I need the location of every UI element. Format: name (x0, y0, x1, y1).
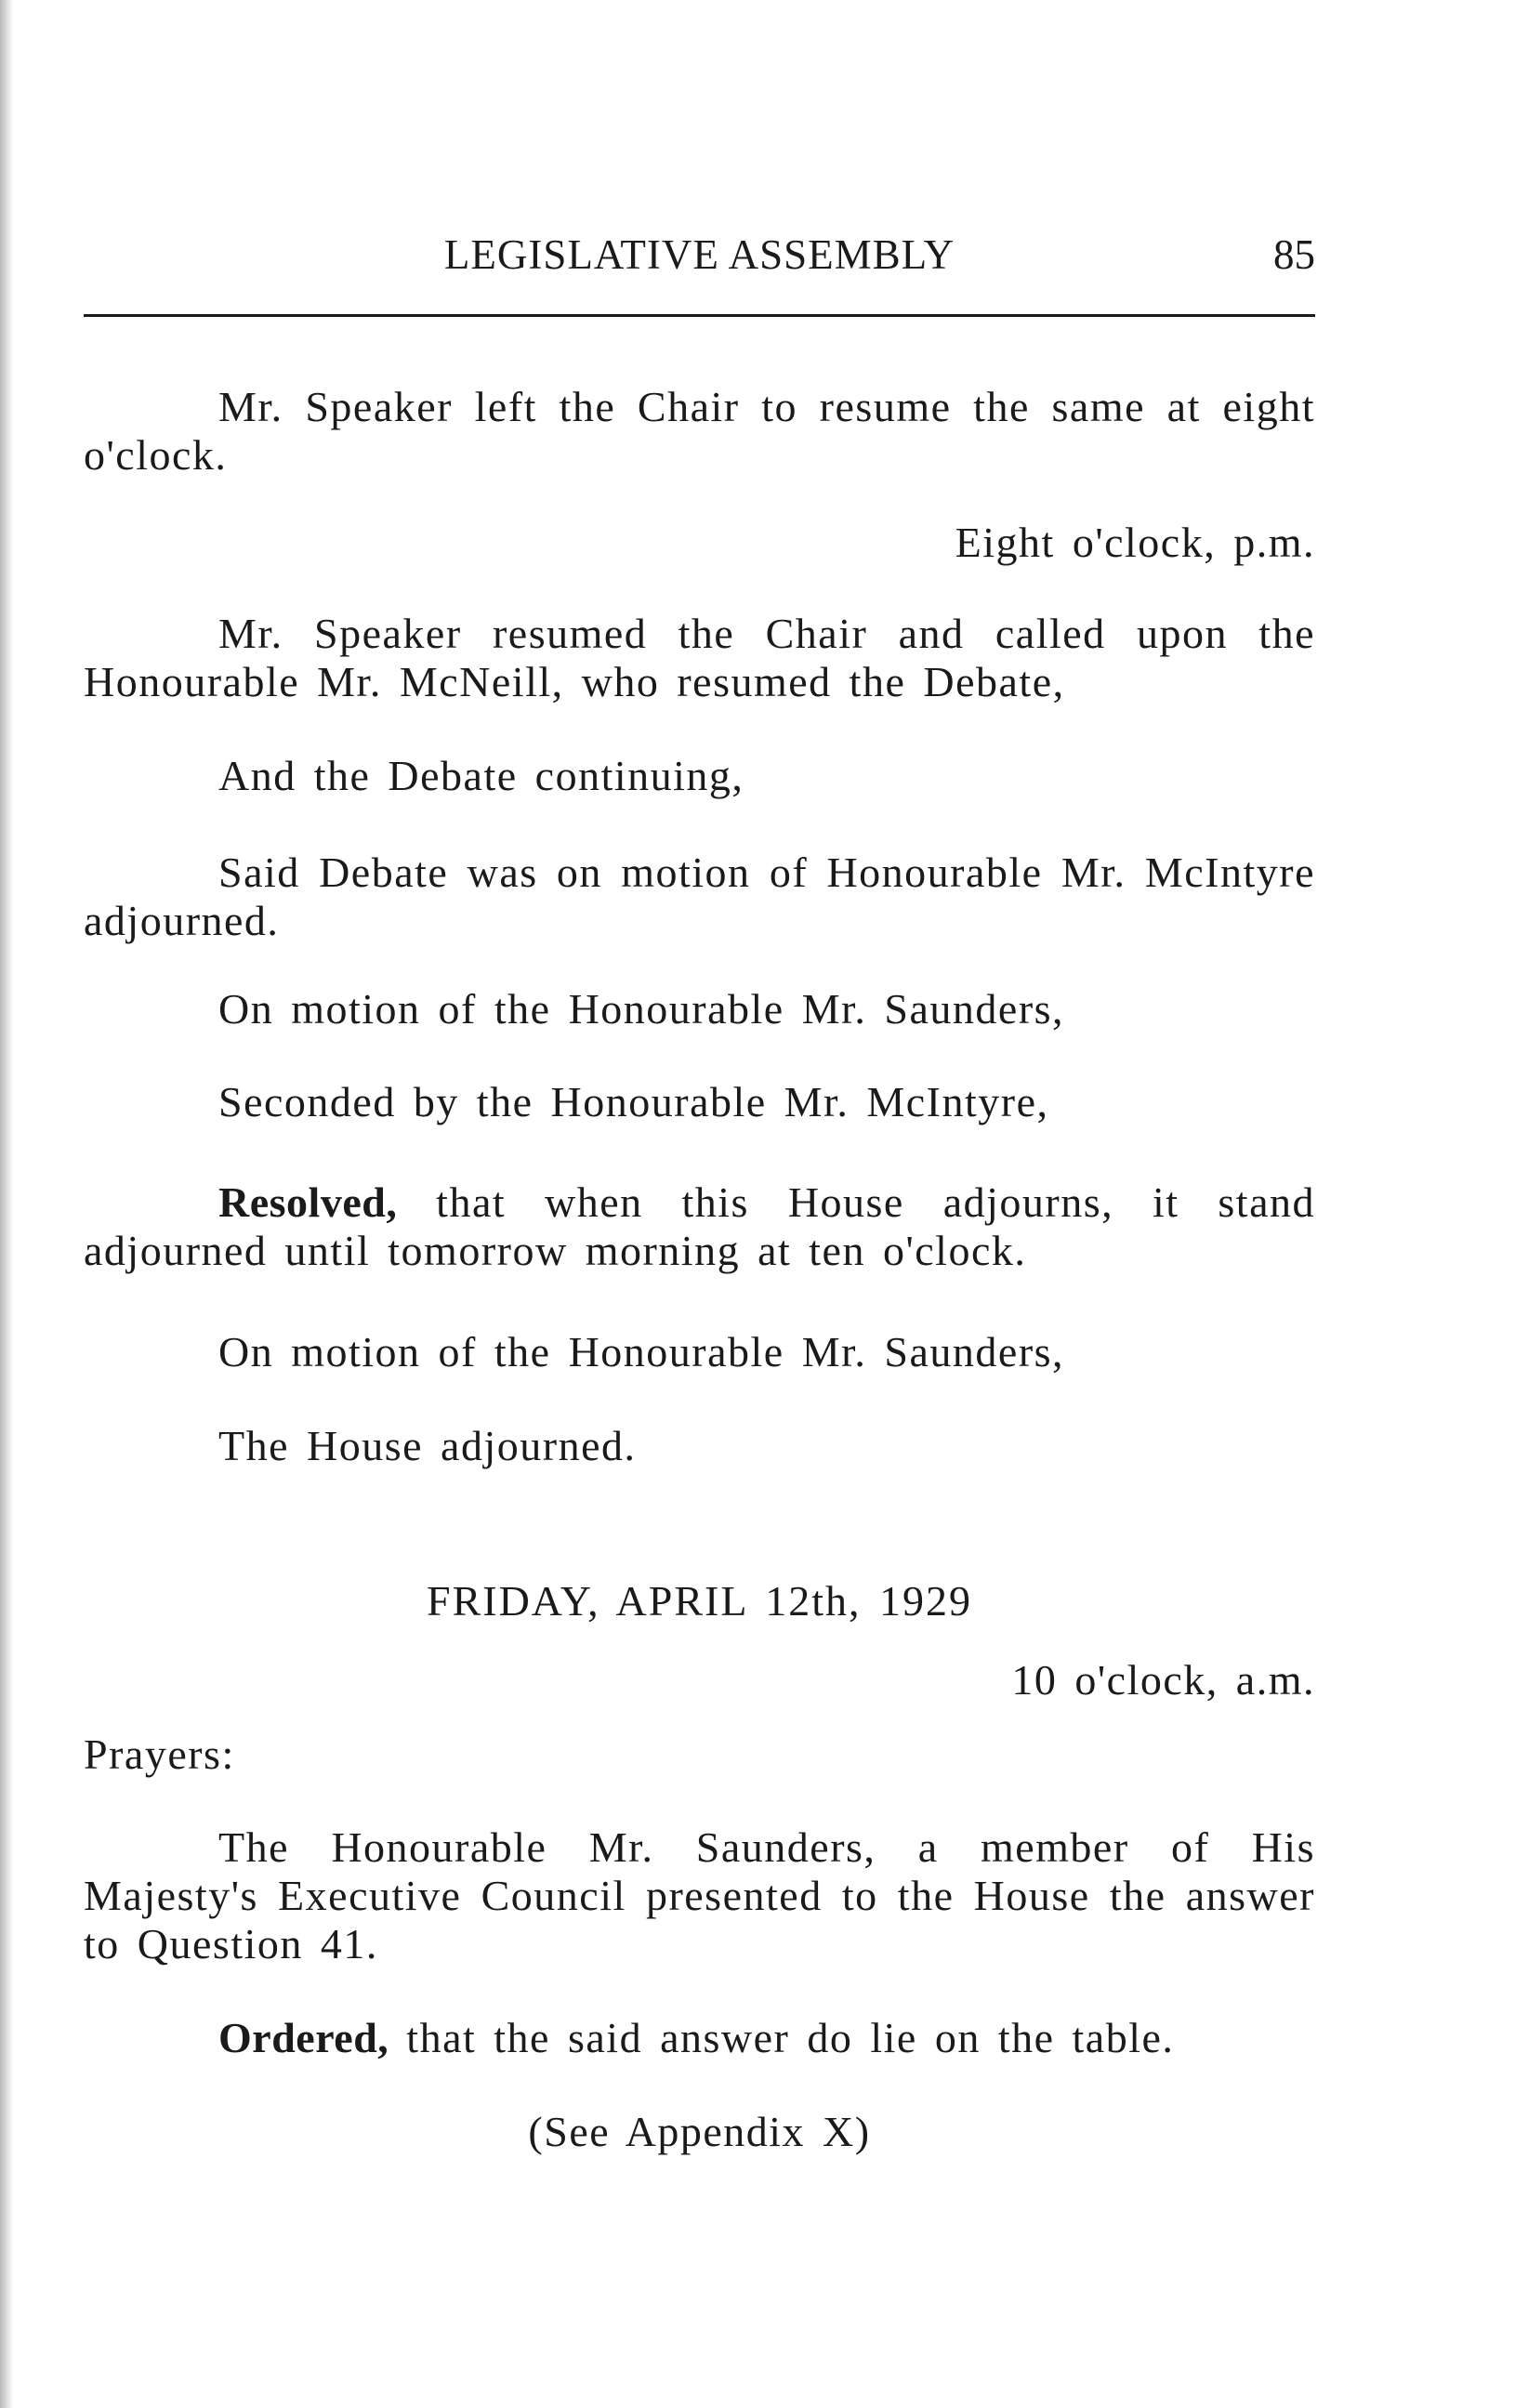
resolved-text: that when this House adjourns, it stand adjourned until tomorrow morning at ten o'clock. (84, 1178, 1315, 1274)
running-title: LEGISLATIVE ASSEMBLY (443, 231, 955, 278)
paragraph-answer-presented: The Honourable Mr. Saunders, a member of His Majesty's Executive Council presented to the House the answer to Question 41. (84, 1823, 1315, 1967)
paragraph-house-adjourned: The House adjourned. (218, 1422, 637, 1469)
prayers-label: Prayers: (84, 1730, 235, 1778)
page-number: 85 (1273, 231, 1315, 278)
date-heading: FRIDAY, APRIL 12th, 1929 (426, 1577, 973, 1625)
paragraph-speaker-left: Mr. Speaker left the Chair to resume the same at eight o'clock. (84, 383, 1315, 479)
paragraph-motion-saunders-2: On motion of the Honourable Mr. Saunders, (218, 1328, 1065, 1375)
see-appendix-note: (See Appendix X) (528, 2108, 871, 2155)
paragraph-debate-adjourned: Said Debate was on motion of Honourable Mr. McIntyre adjourned. (84, 849, 1315, 944)
paragraph-resolved (84, 1178, 1315, 1275)
paragraph-ordered (84, 2014, 1315, 2062)
time-ten-am: 10 o'clock, a.m. (1011, 1656, 1315, 1704)
ordered-text: that the said answer do lie on the table. (389, 2014, 1175, 2061)
resolved-lead: Resolved, (218, 1178, 398, 1226)
paragraph-debate-continuing: And the Debate continuing, (218, 752, 744, 799)
page-spine-shadow (0, 0, 13, 2408)
page-header (84, 230, 1315, 317)
time-eight-pm: Eight o'clock, p.m. (955, 519, 1315, 566)
paragraph-speaker-resumed: Mr. Speaker resumed the Chair and called upon the Honourable Mr. McNeill, who resumed the Debate, (84, 610, 1315, 705)
ordered-lead: Ordered, (218, 2014, 389, 2061)
paragraph-seconded-mcintyre: Seconded by the Honourable Mr. McIntyre, (218, 1078, 1049, 1125)
paragraph-motion-saunders: On motion of the Honourable Mr. Saunders, (218, 985, 1065, 1033)
